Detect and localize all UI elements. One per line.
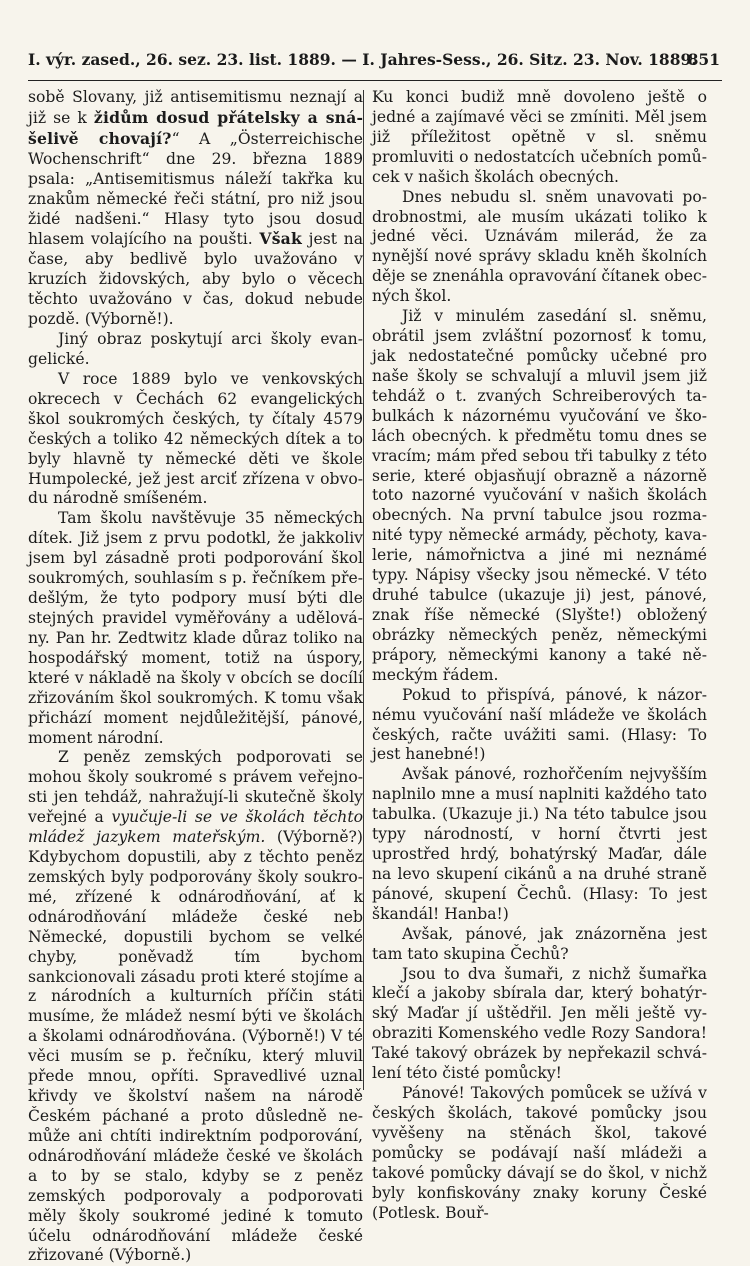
paragraph — [28, 748, 363, 1266]
text-run: Tam školu navštěvuje 35 německých dítek. Již jsem z prvu podotkl, že jakkoliv jsem byl zásadně proti podporování škol soukromých, souhlasím s p. řečníkem předešlým, že tyto podpory musí býti dle stejných pravidel vyměřovány a udělovány. Pan hr. Zedtwitz klade důraz toliko na hospodářský moment, totiž na úspory, které v nákladě na školy v obcích se docílí zřizováním škol soukromých. K tomu však přichází moment nejdůležitější, pánové, moment národní. — [28, 509, 363, 747]
text-run: židům dosud přátelsky a snášelivě chovají? — [28, 107, 364, 148]
text-run: “ A „Österreichische Wochenschrift“ dne 29. března 1889 psala: „Antisemitismus náleží takřka ku znakům německé řeči státní, pro niž jsou židé nadšeni.“ Hlasy tyto jsou dosud hlasem volajícího na poušti. — [28, 129, 364, 249]
paragraph — [372, 765, 707, 924]
column-divider — [363, 90, 364, 1090]
text-run: Dnes nebudu sl. sněm unavovati podrobnostmi, ale musím ukázati toliko k jedné věci. Uznávám milerád, že za nynější nové správy skladu kněh školních děje se znenáhla opravování čítanek obecných škol. — [372, 187, 707, 306]
text-run: Jsou to dva šumaři, z nichž šumařka klečí a jakoby sbírala dar, který bohatýrský Maďar jí uštědřil. Jen měli ještě vyobraziti Komenského vedle Rozy Sandora! Také takový obrázek by nepřekazil schválení této čisté pomůcky! — [372, 964, 707, 1083]
text-run: Jiný obraz poskytují arci školy evangelické. — [28, 330, 363, 368]
left-column — [28, 88, 363, 1266]
paragraph — [28, 370, 363, 509]
paragraph — [28, 88, 363, 330]
page-header — [28, 46, 720, 74]
text-run: Pokud to přispívá, pánové, k názornému vyučování naší mládeže ve školách českých, račte uvážiti sami. (Hlasy: To jest hanebné!) — [372, 685, 707, 764]
paragraph — [372, 307, 707, 686]
text-run: Již v minulém zasedání sl. sněmu, obrátil jsem zvláštní pozornosť k tomu, jak nedostatečné pomůcky učebné pro naše školy se schvalují a mluvil jsem již tehdáž o t. zvaných Schreiberových tabulkách k názornému vyučování ve školách obecných. k předmětu tomu dnes se vracím; mám před sebou tři tabulky z této serie, které objasňují obrazně a názorně toto nazorné vyučování v našich školách obecných. Na první tabulce jsou rozmanité typy německé armády, pěchoty, kavalerie, námořnictva a jiné mi neznámé typy. Nápisy všecky jsou německé. V této druhé tabulce (ukazuje ji) jest, pánové, znak říše německé (Slyšte!) obložený obrázky německých peněz, německými prápory, německými kanony a také německým řádem. — [372, 307, 707, 684]
right-column — [372, 88, 707, 1224]
text-run: jest na čase, aby bedlivě bylo uvažováno v kruzích židovských, aby bylo o věcech těchto uvažováno v čas, dokud nebude pozdě. (Výborně!). — [28, 230, 363, 329]
text-run: Avšak, pánové, jak znázorněna jest tam tato skupina Čechů? — [372, 924, 707, 963]
text-run: Však — [259, 229, 302, 249]
paragraph — [372, 965, 707, 1085]
paragraph — [372, 188, 707, 308]
paragraph — [372, 686, 707, 766]
text-run: Ku konci budiž mně dovoleno ještě o jedné a zajímavé věci se zmíniti. Měl jsem již příležitost opětně v sl. sněmu promluviti o nedostatcích učebních pomůcek v našich školách obecných. — [372, 88, 707, 186]
running-head: I. výr. zased., 26. sez. 23. list. 1889. — I. Jahres-Sess., 26. Sitz. 23. Nov. 1889. — [28, 50, 697, 69]
paragraph — [372, 88, 707, 188]
text-run: vyučuje-li se ve školách těchto mládež jazykem mateřským. — [28, 808, 363, 847]
text-run: Z peněz zemských podporovati se mohou školy soukromé s právem veřejnosti jen tehdáž, nahražují-li skutečně školy veřejné a — [28, 748, 363, 827]
text-run: sobě Slovany, již antisemitismu neznají a již se k — [28, 88, 363, 127]
paragraph — [372, 1084, 707, 1223]
header-rule — [28, 80, 722, 81]
text-run: Pánové! Takových pomůcek se užívá v českých školách, takové pomůcky jsou vyvěšeny na stěnách škol, takové pomůcky se podávají naší mládeži a takové pomůcky dávají se do škol, v nichž byly konfiskovány znaky koruny České (Potlesk. Bouř- — [372, 1084, 707, 1222]
paragraph — [28, 330, 363, 370]
page-number: 851 — [687, 50, 720, 69]
paragraph — [28, 509, 363, 748]
text-run: Avšak pánové, rozhořčením nejvyšším naplnilo mne a musí naplniti každého tato tabulka. (Ukazuje ji.) Na této tabulce jsou typy národností, v horní čtvrti jest uprostřed hrdý, bohatýrský Maďar, dále na levo skupení cikánů a na druhé straně pánové, skupení Čechů. (Hlasy: To jest škandál! Hanba!) — [372, 765, 707, 923]
paragraph — [372, 925, 707, 965]
text-run: V roce 1889 bylo ve venkovských okrecech v Čechách 62 evangelických škol soukromých českých, ty čítaly 4579 českých a toliko 42 německých dítek a to byly hlavně ty německé děti ve škole Humpolecké, jež jest arciť zřízena v obvodu národně smíšeném. — [28, 369, 363, 508]
text-run: (Výborně?) Kdybychom dopustili, aby z těchto peněz zemských byly podporovány školy soukromé, zřízené k odnárodňování, ať k odnárodňování mládeže české neb Německé, dopustili bychom se velké chyby, poněvadž tím bychom sankcionovali zásadu proti které stojíme a z národních a kulturních příčin státi musíme, že mládež nesmí býti ve školách a školami odnárodňována. (Výborně!) V té věci musím se p. řečníku, který mluvil přede mnou, opříti. Spravedlivé uznal křivdy ve školství našem na národě Českém páchané a proto důsledně nemůže ani chtíti indirektním podporování, odnárodňování mládeže české ve školách a to by se stalo, kdyby se z peněz zemských podporovaly a podporovati měly školy soukromé jediné k tomuto účelu odnárodňování mládeže české zřizované (Výborně.) — [28, 828, 363, 1265]
